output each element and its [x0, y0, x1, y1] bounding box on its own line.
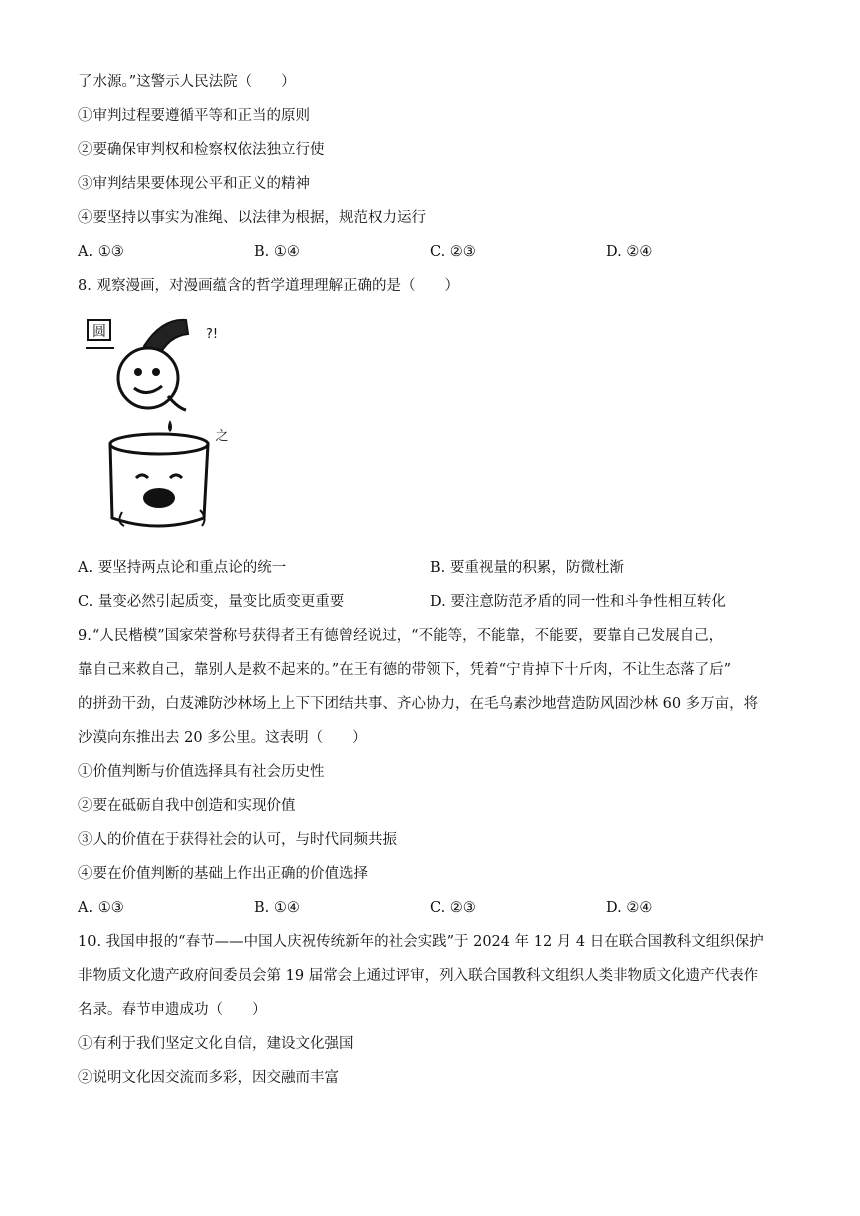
q9-option-b: B. ①④	[254, 900, 300, 916]
cartoon-cup-side-text: 之	[215, 429, 229, 444]
q10-stem-line-2: 非物质文化遗产政府间委员会第 19 届常会上通过评审，列入联合国教科文组织人类非物质文化遗产代表作	[78, 968, 759, 984]
cartoon-drop-tail	[168, 396, 186, 410]
cartoon-cup-rim	[110, 434, 208, 454]
q7-option-a: A. ①③	[78, 244, 124, 260]
cartoon-drip-illustration	[82, 312, 232, 542]
q9-stem-line-2: 靠自己来救自己，靠别人是救不起来的。”在王有德的带领下，凭着“宁肯掉下十斤肉，不让生态落了后”	[78, 662, 731, 678]
q10-stem-line-3: 名录。春节申遗成功（ ）	[78, 1002, 267, 1018]
cartoon-cup-body	[110, 444, 208, 526]
q9-item-3: ③人的价值在于获得社会的认可，与时代同频共振	[78, 832, 397, 848]
q7-item-4: ④要坚持以事实为准绳、以法律为根据，规范权力运行	[78, 210, 426, 226]
q7-item-3: ③审判结果要体现公平和正义的精神	[78, 176, 310, 192]
q7-item-2: ②要确保审判权和检察权依法独立行使	[78, 142, 325, 158]
q10-stem-line-1: 10. 我国申报的“春节——中国人庆祝传统新年的社会实践”于 2024 年 12 月 4 日在联合国教科文组织保护	[78, 934, 764, 950]
q9-stem-line-4: 沙漠向东推出去 20 多公里。这表明（ ）	[78, 730, 367, 746]
q7-option-c: C. ②③	[430, 244, 476, 260]
cartoon-falling-drop	[168, 420, 172, 432]
q9-option-c: C. ②③	[430, 900, 476, 916]
q8-stem: 8. 观察漫画，对漫画蕴含的哲学道理理解正确的是（ ）	[78, 278, 459, 294]
q8-option-a: A. 要坚持两点论和重点论的统一	[78, 560, 287, 576]
q9-item-1: ①价值判断与价值选择具有社会历史性	[78, 764, 325, 780]
q8-option-c: C. 量变必然引起质变，量变比质变更重要	[78, 594, 345, 610]
q7-option-b: B. ①④	[254, 244, 300, 260]
q8-option-b: B. 要重视量的积累，防微杜渐	[430, 560, 624, 576]
q9-item-4: ④要在价值判断的基础上作出正确的价值选择	[78, 866, 368, 882]
q8-option-d: D. 要注意防范矛盾的同一性和斗争性相互转化	[430, 594, 726, 610]
q7-option-d: D. ②④	[606, 244, 653, 260]
q7-item-1: ①审判过程要遵循平等和正当的原则	[78, 108, 310, 124]
q10-item-2: ②说明文化因交流而多彩，因交融而丰富	[78, 1070, 339, 1086]
cartoon-exclaim-text: ?!	[205, 327, 219, 342]
q10-item-1: ①有利于我们坚定文化自信，建设文化强国	[78, 1036, 354, 1052]
q9-stem-line-3: 的拼劲干劲，白芨滩防沙林场上上下下团结共事、齐心协力，在毛乌素沙地营造防风固沙林 60 多万亩，将	[78, 696, 759, 712]
cartoon-drop-eye-left	[134, 368, 142, 376]
cartoon-drop-eye-right	[152, 368, 160, 376]
q9-option-a: A. ①③	[78, 900, 124, 916]
q9-option-d: D. ②④	[606, 900, 653, 916]
q9-stem-line-1: 9.“人民楷模”国家荣誉称号获得者王有德曾经说过，“不能等，不能靠，不能要，要靠自己发展自己，	[78, 628, 724, 644]
q7-stem-end: 了水源。”这警示人民法院（ ）	[78, 74, 296, 90]
cartoon-cup-mouth	[143, 488, 175, 508]
q9-item-2: ②要在砥砺自我中创造和实现价值	[78, 798, 296, 814]
cartoon-sign-text: 圆	[92, 324, 106, 340]
